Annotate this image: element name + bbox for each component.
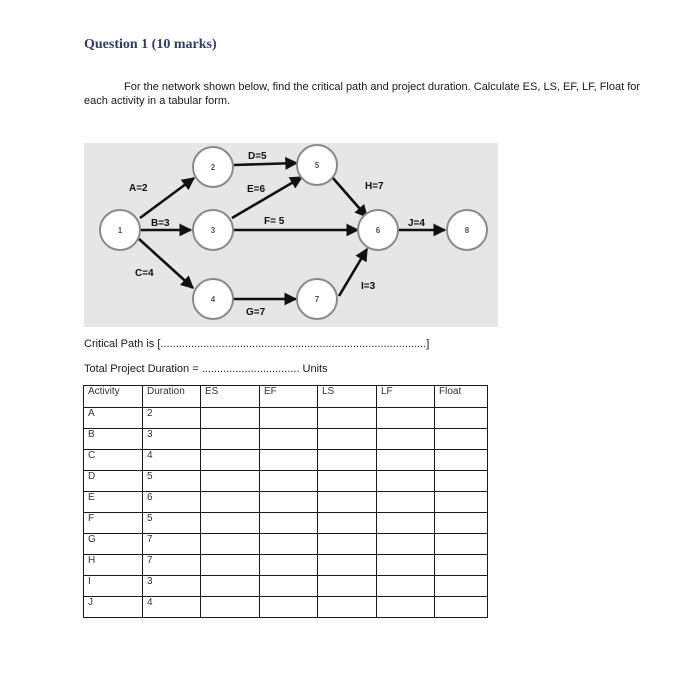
label-B: B=3 — [151, 218, 170, 229]
label-G: G=7 — [246, 307, 266, 318]
label-I: I=3 — [361, 281, 376, 292]
cell-lf[interactable] — [377, 450, 435, 471]
node-label-8: 8 — [464, 226, 470, 235]
node-label-6: 6 — [375, 226, 381, 235]
cell-float[interactable] — [435, 555, 488, 576]
table-row — [84, 429, 488, 450]
question-title: Question 1 (10 marks) — [84, 37, 217, 52]
cell-ls[interactable] — [318, 534, 377, 555]
label-E: E=6 — [247, 184, 266, 195]
cell-duration: 3 — [143, 576, 201, 597]
cell-es[interactable] — [201, 576, 260, 597]
cell-lf[interactable] — [377, 576, 435, 597]
cell-ef[interactable] — [260, 408, 318, 429]
schedule-table — [83, 385, 488, 618]
cell-ls[interactable] — [318, 450, 377, 471]
cell-ef[interactable] — [260, 450, 318, 471]
header-activity: Activity — [84, 386, 143, 408]
cell-ls[interactable] — [318, 408, 377, 429]
cell-es[interactable] — [201, 408, 260, 429]
cell-es[interactable] — [201, 534, 260, 555]
cell-float[interactable] — [435, 513, 488, 534]
cell-duration: 3 — [143, 429, 201, 450]
cell-duration: 4 — [143, 597, 201, 618]
cell-lf[interactable] — [377, 429, 435, 450]
duration-line: Total Project Duration = ................................ Units — [84, 363, 328, 375]
header-es: ES — [201, 386, 260, 408]
cell-ef[interactable] — [260, 513, 318, 534]
critical-path-line: Critical Path is [.......................................................................................] — [84, 338, 430, 350]
cell-ef[interactable] — [260, 597, 318, 618]
instruction-text: For the network shown below, find the critical path and project duration. Calculate ES, LS, EF, LF, Float for each activity in a tabular form. — [84, 81, 641, 107]
node-label-2: 2 — [210, 163, 216, 172]
table-row — [84, 492, 488, 513]
cell-duration: 2 — [143, 408, 201, 429]
cell-duration: 4 — [143, 450, 201, 471]
cell-duration: 6 — [143, 492, 201, 513]
cell-es[interactable] — [201, 597, 260, 618]
header-ef: EF — [260, 386, 318, 408]
cell-es[interactable] — [201, 492, 260, 513]
edge-E — [232, 177, 302, 218]
cell-activity: H — [84, 555, 143, 576]
cell-duration: 7 — [143, 534, 201, 555]
cell-float[interactable] — [435, 408, 488, 429]
table-header-row — [84, 386, 488, 408]
cell-float[interactable] — [435, 429, 488, 450]
cell-activity: D — [84, 471, 143, 492]
table-row — [84, 576, 488, 597]
cell-float[interactable] — [435, 534, 488, 555]
cell-es[interactable] — [201, 450, 260, 471]
cell-ls[interactable] — [318, 576, 377, 597]
cell-activity: J — [84, 597, 143, 618]
label-C: C=4 — [135, 268, 154, 279]
table-row — [84, 408, 488, 429]
cell-float[interactable] — [435, 492, 488, 513]
cell-float[interactable] — [435, 597, 488, 618]
header-duration: Duration — [143, 386, 201, 408]
label-D: D=5 — [248, 151, 267, 162]
cell-ls[interactable] — [318, 492, 377, 513]
cell-ls[interactable] — [318, 513, 377, 534]
cell-activity: F — [84, 513, 143, 534]
node-label-3: 3 — [210, 226, 216, 235]
cell-ef[interactable] — [260, 555, 318, 576]
table-row — [84, 534, 488, 555]
header-float: Float — [435, 386, 488, 408]
cell-lf[interactable] — [377, 471, 435, 492]
label-F: F= 5 — [264, 216, 285, 227]
cell-lf[interactable] — [377, 492, 435, 513]
header-lf: LF — [377, 386, 435, 408]
cell-ef[interactable] — [260, 576, 318, 597]
edge-H — [332, 177, 367, 217]
node-label-1: 1 — [117, 226, 123, 235]
cell-activity: B — [84, 429, 143, 450]
edge-C — [139, 239, 193, 288]
cell-duration: 5 — [143, 513, 201, 534]
cell-duration: 5 — [143, 471, 201, 492]
cell-ef[interactable] — [260, 492, 318, 513]
cell-lf[interactable] — [377, 513, 435, 534]
header-ls: LS — [318, 386, 377, 408]
cell-ef[interactable] — [260, 471, 318, 492]
table-row — [84, 471, 488, 492]
cell-duration: 7 — [143, 555, 201, 576]
cell-activity: E — [84, 492, 143, 513]
cell-lf[interactable] — [377, 597, 435, 618]
cell-ef[interactable] — [260, 534, 318, 555]
table-row — [84, 513, 488, 534]
cell-float[interactable] — [435, 450, 488, 471]
network-diagram — [84, 143, 498, 327]
cell-ls[interactable] — [318, 555, 377, 576]
cell-ef[interactable] — [260, 429, 318, 450]
label-A: A=2 — [129, 183, 148, 194]
cell-ls[interactable] — [318, 471, 377, 492]
table-row — [84, 597, 488, 618]
cell-es[interactable] — [201, 513, 260, 534]
cell-es[interactable] — [201, 471, 260, 492]
cell-lf[interactable] — [377, 534, 435, 555]
cell-activity: G — [84, 534, 143, 555]
label-H: H=7 — [365, 181, 384, 192]
table-row — [84, 450, 488, 471]
label-J: J=4 — [408, 218, 425, 229]
cell-lf[interactable] — [377, 408, 435, 429]
cell-es[interactable] — [201, 555, 260, 576]
cell-activity: I — [84, 576, 143, 597]
node-label-7: 7 — [314, 295, 320, 304]
cell-ls[interactable] — [318, 597, 377, 618]
table-row — [84, 555, 488, 576]
cell-es[interactable] — [201, 429, 260, 450]
edge-A — [140, 178, 194, 218]
node-label-5: 5 — [314, 161, 320, 170]
edge-D — [234, 163, 297, 165]
cell-ls[interactable] — [318, 429, 377, 450]
cell-float[interactable] — [435, 471, 488, 492]
cell-float[interactable] — [435, 576, 488, 597]
cell-lf[interactable] — [377, 555, 435, 576]
cell-activity: A — [84, 408, 143, 429]
cell-activity: C — [84, 450, 143, 471]
node-label-4: 4 — [210, 295, 216, 304]
